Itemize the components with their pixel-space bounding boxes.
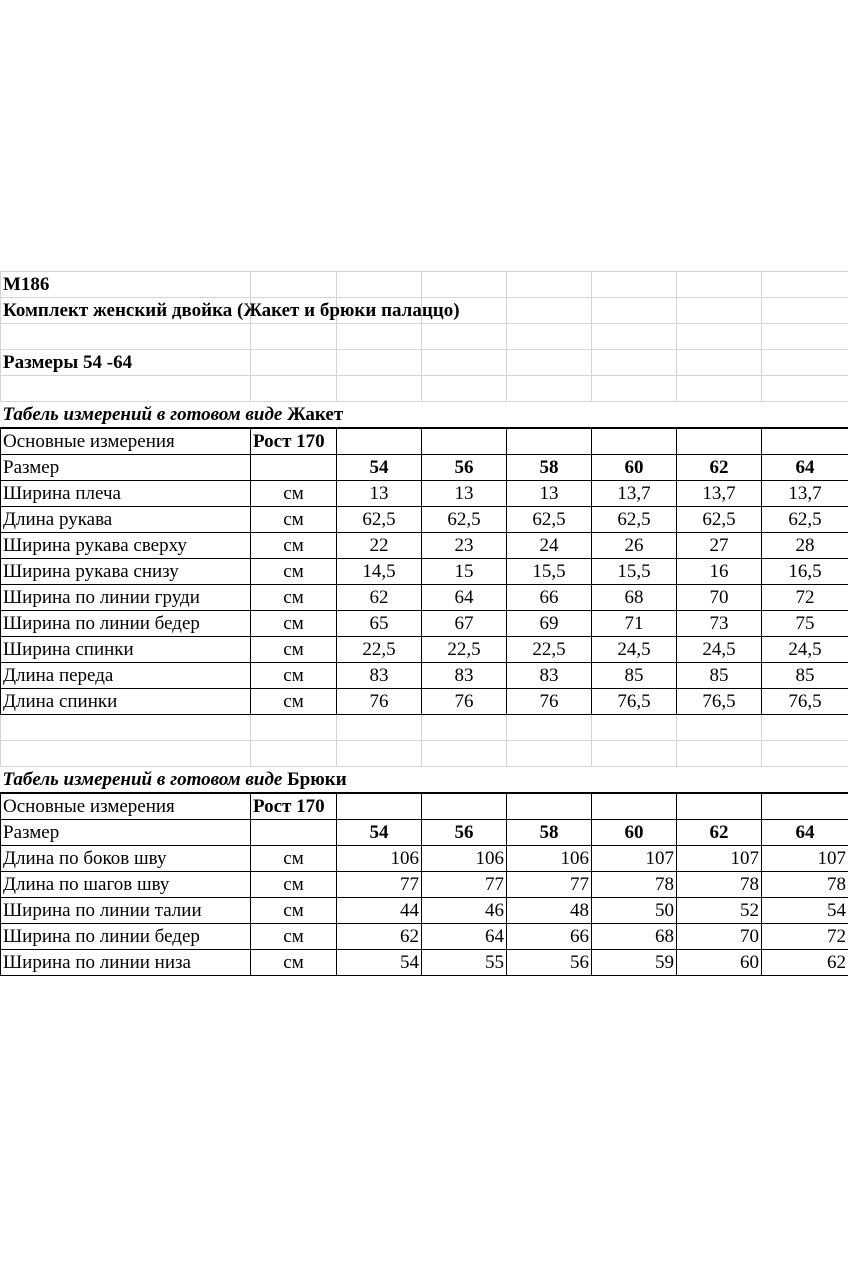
trousers-row-value: 56 bbox=[507, 950, 592, 976]
jacket-row-unit: см bbox=[251, 585, 337, 611]
trousers-table-row bbox=[1, 872, 848, 898]
spreadsheet bbox=[0, 271, 848, 976]
jacket-row-name: Ширина рукава сверху bbox=[1, 533, 251, 559]
jacket-row-value: 68 bbox=[592, 585, 677, 611]
jacket-row-value: 85 bbox=[762, 663, 848, 689]
jacket-table-row bbox=[1, 533, 848, 559]
jacket-row-name: Ширина рукава снизу bbox=[1, 559, 251, 585]
size-chart-grid bbox=[0, 271, 848, 976]
trousers-row-name: Длина по боков шву bbox=[1, 846, 251, 872]
jacket-row-value: 13 bbox=[422, 481, 507, 507]
jacket-table-row bbox=[1, 481, 848, 507]
jacket-row-value: 62,5 bbox=[592, 507, 677, 533]
jacket-empty-cell bbox=[592, 428, 677, 455]
trousers-empty-cell bbox=[592, 793, 677, 820]
trousers-row-value: 78 bbox=[592, 872, 677, 898]
jacket-size-label: Размер bbox=[1, 455, 251, 481]
jacket-row-value: 73 bbox=[677, 611, 762, 637]
jacket-row-value: 76 bbox=[337, 689, 422, 715]
jacket-row-value: 24 bbox=[507, 533, 592, 559]
jacket-table-row bbox=[1, 507, 848, 533]
trousers-empty-cell bbox=[677, 793, 762, 820]
trousers-row-value: 55 bbox=[422, 950, 507, 976]
jacket-size-56: 56 bbox=[422, 455, 507, 481]
jacket-size-54: 54 bbox=[337, 455, 422, 481]
jacket-row-value: 85 bbox=[677, 663, 762, 689]
trousers-row-name: Ширина по линии талии bbox=[1, 898, 251, 924]
trousers-empty-cell bbox=[422, 793, 507, 820]
jacket-row-name: Ширина по линии груди bbox=[1, 585, 251, 611]
trousers-size-56: 56 bbox=[422, 820, 507, 846]
jacket-row-value: 75 bbox=[762, 611, 848, 637]
jacket-row-value: 83 bbox=[507, 663, 592, 689]
jacket-heading-italic: Табель измерений в готовом виде bbox=[2, 403, 283, 425]
jacket-row-value: 26 bbox=[592, 533, 677, 559]
trousers-empty-cell bbox=[507, 793, 592, 820]
trousers-row-value: 68 bbox=[592, 924, 677, 950]
trousers-heading bbox=[1, 767, 848, 794]
trousers-row-unit: см bbox=[251, 924, 337, 950]
trousers-row-unit: см bbox=[251, 950, 337, 976]
jacket-row-unit: см bbox=[251, 507, 337, 533]
trousers-row-value: 62 bbox=[337, 924, 422, 950]
trousers-row-unit: см bbox=[251, 898, 337, 924]
jacket-table-row bbox=[1, 689, 848, 715]
jacket-empty-cell bbox=[251, 455, 337, 481]
product-title: Комплект женский двойка (Жакет и брюки палаццо) bbox=[3, 299, 460, 321]
trousers-row-name: Длина по шагов шву bbox=[1, 872, 251, 898]
jacket-row-value: 13,7 bbox=[762, 481, 848, 507]
jacket-row-value: 24,5 bbox=[592, 637, 677, 663]
trousers-row-value: 72 bbox=[762, 924, 848, 950]
trousers-row-value: 106 bbox=[422, 846, 507, 872]
trousers-row-value: 62 bbox=[762, 950, 848, 976]
trousers-basic-row bbox=[1, 793, 848, 820]
trousers-sizes-row bbox=[1, 820, 848, 846]
jacket-row-value: 64 bbox=[422, 585, 507, 611]
jacket-basic-row bbox=[1, 428, 848, 455]
trousers-table-row bbox=[1, 924, 848, 950]
jacket-row-value: 67 bbox=[422, 611, 507, 637]
trousers-row-value: 46 bbox=[422, 898, 507, 924]
jacket-row-value: 83 bbox=[422, 663, 507, 689]
jacket-empty-cell bbox=[507, 428, 592, 455]
jacket-row-unit: см bbox=[251, 611, 337, 637]
jacket-row-value: 23 bbox=[422, 533, 507, 559]
trousers-row-value: 77 bbox=[422, 872, 507, 898]
jacket-row-value: 28 bbox=[762, 533, 848, 559]
trousers-empty-cell bbox=[337, 793, 422, 820]
jacket-sizes-row bbox=[1, 455, 848, 481]
jacket-row-name: Длина спинки bbox=[1, 689, 251, 715]
trousers-row-value: 50 bbox=[592, 898, 677, 924]
trousers-row-unit: см bbox=[251, 872, 337, 898]
jacket-row-value: 22,5 bbox=[422, 637, 507, 663]
jacket-table-row bbox=[1, 585, 848, 611]
trousers-row-value: 77 bbox=[337, 872, 422, 898]
jacket-row-value: 22,5 bbox=[337, 637, 422, 663]
trousers-row-value: 106 bbox=[337, 846, 422, 872]
jacket-row-value: 13 bbox=[337, 481, 422, 507]
jacket-table-row bbox=[1, 559, 848, 585]
trousers-size-label: Размер bbox=[1, 820, 251, 846]
jacket-row-name: Ширина по линии бедер bbox=[1, 611, 251, 637]
jacket-row-name: Длина переда bbox=[1, 663, 251, 689]
jacket-row-value: 76 bbox=[507, 689, 592, 715]
jacket-size-58: 58 bbox=[507, 455, 592, 481]
jacket-heading-item: Жакет bbox=[287, 403, 344, 425]
jacket-row-value: 24,5 bbox=[762, 637, 848, 663]
trousers-row-name: Ширина по линии бедер bbox=[1, 924, 251, 950]
jacket-row-value: 62,5 bbox=[422, 507, 507, 533]
jacket-row-value: 15,5 bbox=[592, 559, 677, 585]
jacket-row-value: 16,5 bbox=[762, 559, 848, 585]
trousers-size-60: 60 bbox=[592, 820, 677, 846]
jacket-row-value: 66 bbox=[507, 585, 592, 611]
jacket-row-value: 69 bbox=[507, 611, 592, 637]
jacket-empty-cell bbox=[762, 428, 848, 455]
trousers-basic-label: Основные измерения bbox=[1, 793, 251, 820]
jacket-row-value: 76 bbox=[422, 689, 507, 715]
jacket-row-value: 22,5 bbox=[507, 637, 592, 663]
trousers-table-row bbox=[1, 898, 848, 924]
jacket-row-value: 22 bbox=[337, 533, 422, 559]
jacket-table-row bbox=[1, 611, 848, 637]
trousers-row-value: 44 bbox=[337, 898, 422, 924]
trousers-row-value: 59 bbox=[592, 950, 677, 976]
jacket-row-value: 72 bbox=[762, 585, 848, 611]
jacket-row-value: 65 bbox=[337, 611, 422, 637]
jacket-row-value: 62 bbox=[337, 585, 422, 611]
jacket-row-value: 76,5 bbox=[592, 689, 677, 715]
jacket-row-unit: см bbox=[251, 637, 337, 663]
jacket-row-value: 70 bbox=[677, 585, 762, 611]
trousers-row-value: 60 bbox=[677, 950, 762, 976]
trousers-row-value: 107 bbox=[677, 846, 762, 872]
trousers-height-label: Рост 170 bbox=[251, 793, 337, 820]
jacket-row-value: 13 bbox=[507, 481, 592, 507]
jacket-row-value: 71 bbox=[592, 611, 677, 637]
jacket-row-value: 27 bbox=[677, 533, 762, 559]
jacket-row-name: Длина рукава bbox=[1, 507, 251, 533]
jacket-row-value: 13,7 bbox=[592, 481, 677, 507]
trousers-row-value: 66 bbox=[507, 924, 592, 950]
trousers-size-64: 64 bbox=[762, 820, 848, 846]
jacket-size-60: 60 bbox=[592, 455, 677, 481]
jacket-row-value: 24,5 bbox=[677, 637, 762, 663]
trousers-empty-cell bbox=[251, 820, 337, 846]
trousers-table-row bbox=[1, 846, 848, 872]
jacket-row-value: 14,5 bbox=[337, 559, 422, 585]
jacket-table-row bbox=[1, 637, 848, 663]
trousers-heading-italic: Табель измерений в готовом виде bbox=[2, 768, 283, 790]
jacket-row-value: 83 bbox=[337, 663, 422, 689]
trousers-row-value: 77 bbox=[507, 872, 592, 898]
jacket-heading bbox=[1, 402, 848, 429]
trousers-row-value: 78 bbox=[762, 872, 848, 898]
jacket-row-unit: см bbox=[251, 533, 337, 559]
trousers-row-value: 78 bbox=[677, 872, 762, 898]
trousers-size-62: 62 bbox=[677, 820, 762, 846]
jacket-row-value: 76,5 bbox=[677, 689, 762, 715]
jacket-row-value: 62,5 bbox=[337, 507, 422, 533]
jacket-row-name: Ширина плеча bbox=[1, 481, 251, 507]
trousers-table-row bbox=[1, 950, 848, 976]
trousers-size-54: 54 bbox=[337, 820, 422, 846]
jacket-row-value: 62,5 bbox=[677, 507, 762, 533]
trousers-row-value: 54 bbox=[337, 950, 422, 976]
jacket-row-unit: см bbox=[251, 559, 337, 585]
trousers-row-value: 106 bbox=[507, 846, 592, 872]
model-code: М186 bbox=[1, 272, 251, 298]
jacket-size-62: 62 bbox=[677, 455, 762, 481]
jacket-row-name: Ширина спинки bbox=[1, 637, 251, 663]
trousers-row-name: Ширина по линии низа bbox=[1, 950, 251, 976]
trousers-row-unit: см bbox=[251, 846, 337, 872]
trousers-row-value: 52 bbox=[677, 898, 762, 924]
jacket-height-label: Рост 170 bbox=[251, 428, 337, 455]
jacket-row-value: 62,5 bbox=[507, 507, 592, 533]
trousers-row-value: 107 bbox=[762, 846, 848, 872]
trousers-heading-item: Брюки bbox=[287, 768, 347, 790]
trousers-size-58: 58 bbox=[507, 820, 592, 846]
jacket-row-unit: см bbox=[251, 481, 337, 507]
jacket-row-value: 15 bbox=[422, 559, 507, 585]
trousers-empty-cell bbox=[762, 793, 848, 820]
trousers-table bbox=[1, 793, 848, 976]
jacket-row-unit: см bbox=[251, 689, 337, 715]
jacket-basic-label: Основные измерения bbox=[1, 428, 251, 455]
jacket-row-value: 15,5 bbox=[507, 559, 592, 585]
trousers-row-value: 70 bbox=[677, 924, 762, 950]
jacket-empty-cell bbox=[677, 428, 762, 455]
jacket-row-value: 13,7 bbox=[677, 481, 762, 507]
jacket-row-value: 16 bbox=[677, 559, 762, 585]
trousers-row-value: 107 bbox=[592, 846, 677, 872]
trousers-row-value: 64 bbox=[422, 924, 507, 950]
jacket-row-unit: см bbox=[251, 663, 337, 689]
jacket-row-value: 62,5 bbox=[762, 507, 848, 533]
jacket-table-row bbox=[1, 663, 848, 689]
jacket-size-64: 64 bbox=[762, 455, 848, 481]
jacket-empty-cell bbox=[422, 428, 507, 455]
trousers-row-value: 54 bbox=[762, 898, 848, 924]
jacket-table bbox=[1, 428, 848, 715]
jacket-row-value: 76,5 bbox=[762, 689, 848, 715]
sizes-range: Размеры 54 -64 bbox=[1, 350, 251, 376]
jacket-empty-cell bbox=[337, 428, 422, 455]
trousers-row-value: 48 bbox=[507, 898, 592, 924]
jacket-row-value: 85 bbox=[592, 663, 677, 689]
